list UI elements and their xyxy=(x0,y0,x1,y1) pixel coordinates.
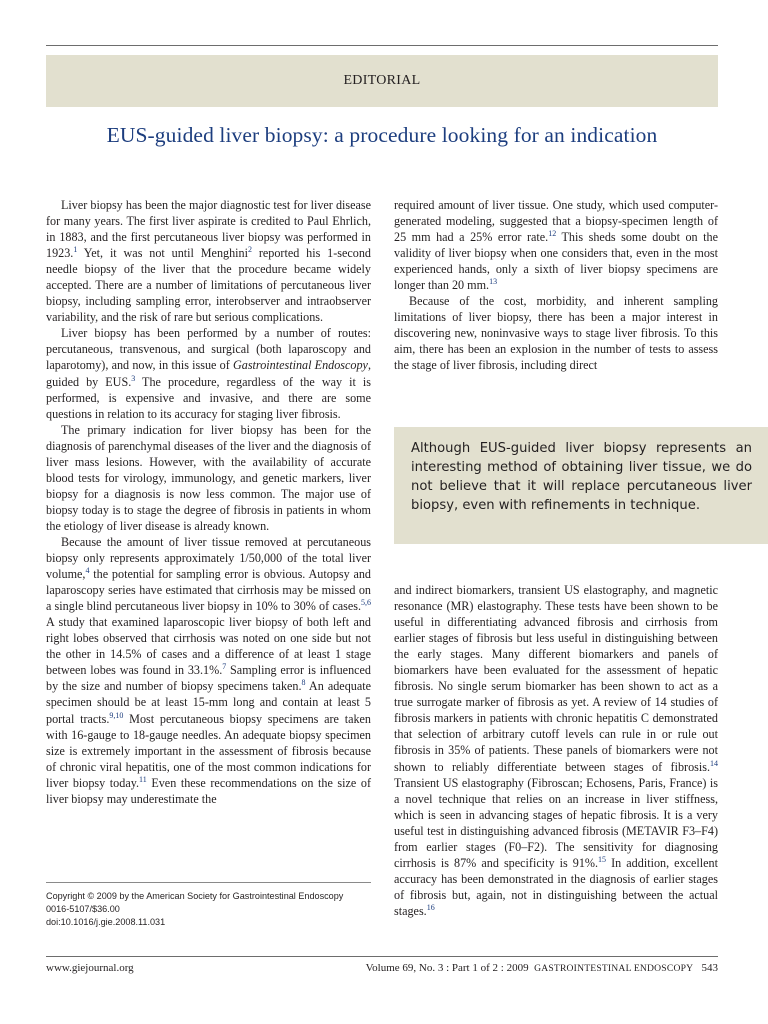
page-number: 543 xyxy=(701,962,718,974)
text-run: In addition, excellent accuracy has been demonstrated in the diagnosis of earlier stages of fibrosis but, again, not in distinguishing between the actual stages. xyxy=(394,855,718,918)
text-run: Because of the cost, morbidity, and inherent sampling limitations of liver biopsy, there has been a major interest in discovering new, noninvasive ways to stage liver fibrosis. To this aim, there has been an explosion in the number of tests to assess the stage of liver fibrosis, including direct xyxy=(394,294,718,373)
text-run: Because the amount of liver tissue removed at percutaneous biopsy only represents approximately 1/50,000 of the total liver volume, xyxy=(46,534,371,582)
copyright-divider xyxy=(46,882,371,883)
text-run: and indirect biomarkers, transient US elastography, and magnetic resonance (MR) elastography. These tests have been shown to be useful in differentiating advanced fibrosis and cirrhosis from earlier stages of fibrosis but less useful in distinguishing between the early stages. Many different biomarkers and panels of biomarkers have been evaluated for the assessment of hepatic fibrosis. No single serum biomarker has been shown to act as a true surrogate marker of fibrosis as yet. A review of 14 studies of fibrosis markers in patients with chronic hepatitis C demonstrated that selection of arbitrary cutoff levels can rule in or rule out fibrosis in 35% of patients. These panels of biomarkers were not shown to reliably differentiate between stages of fibrosis. xyxy=(394,583,718,774)
citation-ref[interactable]: 9,10 xyxy=(109,710,124,720)
text-run: The procedure, regardless of the way it is performed, is expensive and invasive, and there are some questions in relation to its accuracy for staging liver fibrosis. xyxy=(46,374,371,421)
text-run: reported his 1-second needle biopsy of the liver that the procedure became widely accepted. There are a number of limitations of percutaneous liver biopsy, including sampling error, interobserver and intraobserver variability, and the risk of rare but serious complications. xyxy=(46,246,371,325)
citation-ref[interactable]: 16 xyxy=(426,902,435,912)
bottom-rule xyxy=(46,956,718,957)
citation-ref[interactable]: 11 xyxy=(139,774,147,784)
paragraph xyxy=(46,534,371,807)
pull-quote-text: Although EUS-guided liver biopsy represents an interesting method of obtaining liver tissue, we do not believe that it will replace percutaneous liver biopsy, even with refinements in technique. xyxy=(411,441,752,513)
text-run: Sampling error is influenced by the size and number of biopsy specimens taken. xyxy=(46,663,371,694)
text-run: Transient US elastography (Fibroscan; Echosens, Paris, France) is a novel technique that relies on an increase in liver stiffness, which is seen in advancing stages of hepatic fibrosis. It is a very useful test in distinguishing advanced fibrosis (METAVIR F3–F4) from earlier stages (F0–F2). The sensitivity for diagnosing cirrhosis is 87% and specificity is 91%. xyxy=(394,775,718,870)
section-label: EDITORIAL xyxy=(343,73,421,88)
citation-ref[interactable]: 12 xyxy=(548,229,557,239)
doi-line[interactable]: doi:10.1016/j.gie.2008.11.031 xyxy=(46,917,166,928)
text-run: A study that examined laparoscopic liver biopsy of both left and right lobes observed that cirrhosis was noted on one side but not the other in 14.5% of cases and a difference of at least 1 stage between lobes was found in 33.1%. xyxy=(46,615,371,678)
paragraph xyxy=(394,293,718,373)
text-run: Liver biopsy has been performed by a number of routes: percutaneous, transvenous, and surgical (both laparoscopy and laparotomy), and now, in this issue of xyxy=(46,326,371,373)
journal-name-footer: GASTROINTESTINAL ENDOSCOPY xyxy=(534,963,694,974)
copyright-line: Copyright © 2009 by the American Society for Gastrointestinal Endoscopy xyxy=(46,891,344,901)
right-column-top xyxy=(394,197,718,374)
citation-ref[interactable]: 13 xyxy=(489,277,498,287)
paragraph xyxy=(394,197,718,293)
text-run: the potential for sampling error is obvious. Autopsy and laparoscopy series have estimated that cirrhosis may be missed on a single blind percutaneous liver biopsy in 10% to 30% of cases. xyxy=(46,567,371,614)
citation-ref[interactable]: 15 xyxy=(598,854,607,864)
text-run: required amount of liver tissue. One study, which used computer-generated modeling, suggested that a biopsy-specimen length of 25 mm had a 25% error rate. xyxy=(394,198,718,245)
citation-ref[interactable]: 2 xyxy=(247,245,252,255)
text-run: Even these recommendations on the size of liver biopsy may underestimate the xyxy=(46,775,372,806)
paragraph xyxy=(46,197,371,325)
journal-name: Gastrointestinal Endoscopy xyxy=(232,358,368,373)
volume-info: Volume 69, No. 3 : Part 1 of 2 : 2009 xyxy=(365,962,529,974)
pull-quote xyxy=(394,427,768,544)
citation-ref[interactable]: 3 xyxy=(131,373,136,383)
text-run: Yet, it was not until Menghini xyxy=(77,246,248,261)
copyright-block xyxy=(46,890,386,930)
citation-ref[interactable]: 14 xyxy=(710,758,718,768)
article-title: EUS-guided liver biopsy: a procedure looking for an indication xyxy=(106,123,658,147)
text-run: The primary indication for liver biopsy has been for the diagnosis of parenchymal diseases of the liver and the diagnosis of liver mass lesions. However, with the availability of accurate blood tests for virology, immunology, and genetic markers, liver biopsy for a diagnosis is now less common. The major use of biopsy today is to stage the degree of fibrosis in patients in whom the etiology of liver disease is already known. xyxy=(46,422,371,533)
text-run: This sheds some doubt on the validity of liver biopsy when one considers that, even in the most experienced hands, only a sixth of liver biopsy specimens are longer than 20 mm. xyxy=(394,230,718,293)
editorial-banner xyxy=(46,55,718,107)
footer-info xyxy=(366,962,718,974)
top-rule xyxy=(46,45,718,46)
text-run: Liver biopsy has been the major diagnostic test for liver disease for many years. The first liver aspirate is credited to Paul Ehrlich, in 1883, and the first percutaneous liver biopsy was performed in 1923. xyxy=(46,198,371,261)
citation-ref[interactable]: 8 xyxy=(301,678,306,688)
footer-website[interactable]: www.giejournal.org xyxy=(46,962,134,974)
citation-ref[interactable]: 1 xyxy=(73,245,78,255)
text-run: Most percutaneous biopsy specimens are taken with 16-gauge to 18-gauge needles. An adequate biopsy specimen size is extremely important in the assessment of fibrosis because of chronic viral hepatitis, one of the most common indications for liver biopsy today. xyxy=(46,711,371,790)
text-run: , guided by EUS. xyxy=(46,358,371,389)
citation-ref[interactable]: 4 xyxy=(85,566,90,576)
paragraph xyxy=(46,422,371,534)
paragraph xyxy=(46,325,371,421)
issn-line: 0016-5107/$36.00 xyxy=(46,904,120,915)
left-column xyxy=(46,197,371,807)
right-column-bottom xyxy=(394,582,718,919)
text-run: An adequate specimen should be at least 15-mm long and contain at least 5 portal tracts. xyxy=(46,679,371,726)
citation-ref[interactable]: 5,6 xyxy=(361,598,371,608)
citation-ref[interactable]: 7 xyxy=(222,662,227,672)
paragraph xyxy=(394,582,718,919)
